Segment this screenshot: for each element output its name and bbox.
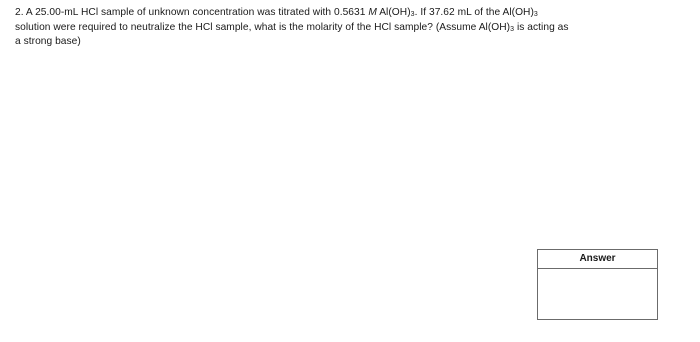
- question-line-1-mid2: . If 37.62 mL of the Al(OH): [414, 7, 534, 18]
- answer-field[interactable]: [538, 269, 657, 320]
- question-line-1-prefix: 2. A 25.00-mL HCl sample of unknown concentration was titrated with 0.5631: [15, 7, 369, 18]
- subscript: 3: [410, 11, 415, 18]
- question-line-2-suffix: is acting as: [514, 21, 569, 33]
- question-line-1: [15, 6, 675, 21]
- question-text: [15, 6, 675, 50]
- molar-unit-italic: M: [368, 7, 377, 18]
- question-line-3: a strong base): [15, 36, 81, 47]
- question-line-1-middle: Al(OH): [376, 7, 411, 18]
- question-line-2: [15, 21, 675, 36]
- question-line-2-prefix: solution were required to neutralize the HCl sample, what is the molarity of the HCl sample? (Assume Al(OH): [15, 21, 511, 33]
- answer-label: Answer: [538, 250, 657, 269]
- answer-box: [537, 249, 658, 320]
- subscript: 3: [533, 11, 538, 18]
- subscript: 3: [510, 25, 515, 33]
